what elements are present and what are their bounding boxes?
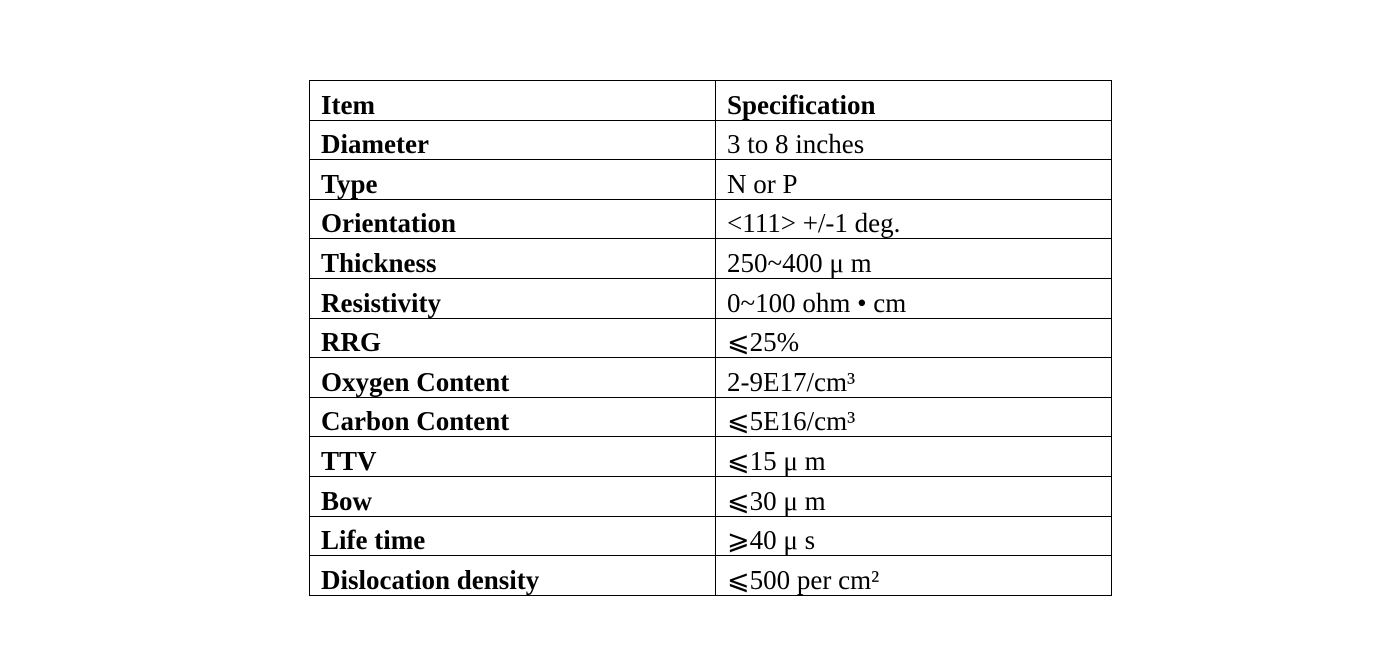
table-row [310,199,1112,239]
header-specification-label: Specification [727,89,876,120]
table-row [310,516,1112,556]
item-cell [310,120,716,160]
item-cell [310,437,716,477]
spec-cell [716,199,1112,239]
spec-value: ⩽15 μ m [727,445,826,476]
spec-cell [716,397,1112,437]
item-label: Orientation [321,208,456,239]
item-label: Bow [321,485,373,516]
spec-value: ⩽500 per cm² [727,564,880,595]
item-cell [310,239,716,279]
table-row [310,278,1112,318]
spec-cell [716,318,1112,358]
spec-value: 250~400 μ m [727,247,872,278]
header-specification-cell [716,81,1112,121]
table-row [310,120,1112,160]
item-label: Type [321,168,378,199]
spec-cell [716,476,1112,516]
spec-value: 0~100 ohm • cm [727,287,907,318]
table-row [310,239,1112,279]
item-label: Dislocation density [321,564,540,595]
spec-value: ⩾40 μ s [727,525,816,556]
table-row [310,160,1112,200]
spec-cell [716,120,1112,160]
item-cell [310,358,716,398]
item-cell [310,556,716,596]
table-row [310,476,1112,516]
table-row [310,556,1112,596]
item-label: Diameter [321,129,429,160]
spec-value: 2-9E17/cm³ [727,366,856,397]
spec-value: <111> +/-1 deg. [727,208,901,239]
spec-value: ⩽5E16/cm³ [727,406,856,437]
table-row [310,358,1112,398]
specification-table [309,80,1112,596]
spec-cell [716,516,1112,556]
spec-value: ⩽30 μ m [727,485,826,516]
spec-value: ⩽25% [727,327,800,358]
spec-cell [716,358,1112,398]
spec-cell [716,556,1112,596]
header-item-label: Item [321,89,375,120]
spec-cell [716,239,1112,279]
item-label: TTV [321,445,377,476]
item-cell [310,516,716,556]
item-label: Oxygen Content [321,366,510,397]
table-row [310,437,1112,477]
item-cell [310,318,716,358]
spec-cell [716,437,1112,477]
spec-cell [716,160,1112,200]
item-label: Thickness [321,247,437,278]
item-cell [310,199,716,239]
item-label: Carbon Content [321,406,510,437]
header-item-cell [310,81,716,121]
spec-value: 3 to 8 inches [727,129,865,160]
item-label: Life time [321,525,426,556]
item-label: Resistivity [321,287,441,318]
table-header-row [310,81,1112,121]
item-label: RRG [321,327,381,358]
item-cell [310,476,716,516]
item-cell [310,278,716,318]
table-row [310,318,1112,358]
item-cell [310,160,716,200]
item-cell [310,397,716,437]
specification-table-body [310,81,1112,596]
spec-cell [716,278,1112,318]
spec-value: N or P [727,168,798,199]
table-row [310,397,1112,437]
